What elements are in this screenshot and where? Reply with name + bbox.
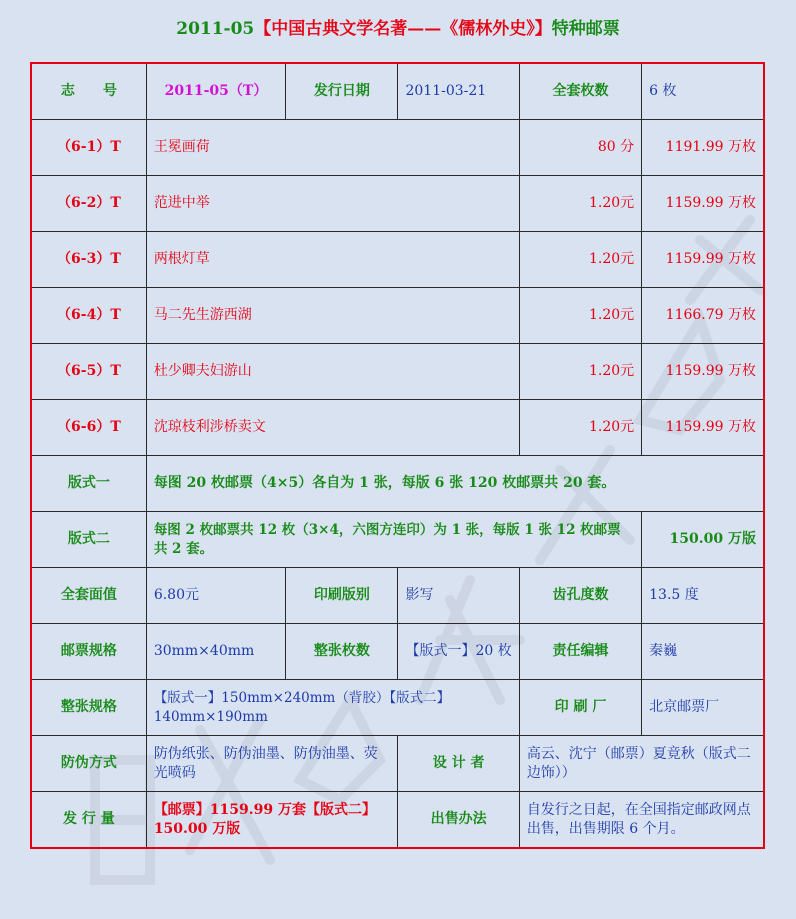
value-issue-no: 2011-05（T） bbox=[146, 63, 285, 120]
table-row-sheet-size bbox=[31, 680, 764, 736]
label-issue-no: 志 号 bbox=[31, 63, 146, 120]
value-format-2-quantity: 150.00 万版 bbox=[642, 512, 764, 568]
label-security: 防伪方式 bbox=[31, 736, 146, 792]
value-security: 防伪纸张、防伪油墨、防伪油墨、荧光喷码 bbox=[146, 736, 398, 792]
label-sheet-size: 整张规格 bbox=[31, 680, 146, 736]
stamp-face-value: 1.20元 bbox=[519, 288, 641, 344]
value-sheet-count: 【版式一】20 枚 bbox=[398, 624, 519, 680]
stamp-quantity: 1166.79 万枚 bbox=[642, 288, 764, 344]
stamp-face-value: 80 分 bbox=[519, 120, 641, 176]
stamp-quantity: 1159.99 万枚 bbox=[642, 176, 764, 232]
value-perforation: 13.5 度 bbox=[642, 568, 764, 624]
value-set-count: 6 枚 bbox=[642, 63, 764, 120]
label-printer: 印 刷 厂 bbox=[519, 680, 641, 736]
value-format-1: 每图 20 枚邮票（4×5）各自为 1 张，每版 6 张 120 枚邮票共 20 套。 bbox=[146, 456, 764, 512]
value-sale-method: 自发行之日起，在全国指定邮政网点出售，出售期限 6 个月。 bbox=[519, 792, 764, 849]
stamp-info-table bbox=[30, 62, 765, 849]
stamp-name: 沈琼枝利涉桥卖文 bbox=[146, 400, 519, 456]
label-stamp-size: 邮票规格 bbox=[31, 624, 146, 680]
stamp-code: （6-6）T bbox=[31, 400, 146, 456]
value-total-face: 6.80元 bbox=[146, 568, 285, 624]
value-sheet-size: 【版式一】150mm×240mm（背胶）【版式二】140mm×190mm bbox=[146, 680, 519, 736]
label-perforation: 齿孔度数 bbox=[519, 568, 641, 624]
label-set-count: 全套枚数 bbox=[519, 63, 641, 120]
stamp-code: （6-4）T bbox=[31, 288, 146, 344]
stamp-code: （6-5）T bbox=[31, 344, 146, 400]
table-row-face-value bbox=[31, 568, 764, 624]
table-row-issue bbox=[31, 792, 764, 849]
stamp-name: 范进中举 bbox=[146, 176, 519, 232]
stamp-face-value: 1.20元 bbox=[519, 232, 641, 288]
table-row-stamp-3 bbox=[31, 232, 764, 288]
label-issue-quantity: 发 行 量 bbox=[31, 792, 146, 849]
value-designer: 高云、沈宁（邮票）夏竟秋（版式二边饰）） bbox=[519, 736, 764, 792]
stamp-face-value: 1.20元 bbox=[519, 400, 641, 456]
title-suffix: 特种邮票 bbox=[551, 19, 620, 39]
stamp-quantity: 1159.99 万枚 bbox=[642, 400, 764, 456]
stamp-code: （6-3）T bbox=[31, 232, 146, 288]
value-printer: 北京邮票厂 bbox=[642, 680, 764, 736]
table-row-format-2 bbox=[31, 512, 764, 568]
stamp-code: （6-2）T bbox=[31, 176, 146, 232]
table-row-stamp-4 bbox=[31, 288, 764, 344]
title-issue-no: 2011-05 bbox=[176, 19, 255, 39]
table-row-stamp-1 bbox=[31, 120, 764, 176]
label-sale-method: 出售办法 bbox=[398, 792, 519, 849]
table-row-header bbox=[31, 63, 764, 120]
label-sheet-count: 整张枚数 bbox=[286, 624, 398, 680]
stamp-name: 马二先生游西湖 bbox=[146, 288, 519, 344]
value-stamp-size: 30mm×40mm bbox=[146, 624, 285, 680]
stamp-name: 王冕画荷 bbox=[146, 120, 519, 176]
page-title bbox=[0, 16, 796, 42]
stamp-quantity: 1159.99 万枚 bbox=[642, 344, 764, 400]
table-row-stamp-2 bbox=[31, 176, 764, 232]
value-issue-quantity: 【邮票】1159.99 万套【版式二】150.00 万版 bbox=[146, 792, 398, 849]
stamp-face-value: 1.20元 bbox=[519, 344, 641, 400]
table-row-format-1 bbox=[31, 456, 764, 512]
table-row-stamp-6 bbox=[31, 400, 764, 456]
stamp-face-value: 1.20元 bbox=[519, 176, 641, 232]
value-print-type: 影写 bbox=[398, 568, 519, 624]
stamp-quantity: 1191.99 万枚 bbox=[642, 120, 764, 176]
value-format-2: 每图 2 枚邮票共 12 枚（3×4，六图方连印）为 1 张，每版 1 张 12 枚邮票共 2 套。 bbox=[146, 512, 641, 568]
label-format-1: 版式一 bbox=[31, 456, 146, 512]
label-designer: 设 计 者 bbox=[398, 736, 519, 792]
stamp-code: （6-1）T bbox=[31, 120, 146, 176]
label-print-type: 印刷版别 bbox=[286, 568, 398, 624]
stamp-quantity: 1159.99 万枚 bbox=[642, 232, 764, 288]
label-editor: 责任编辑 bbox=[519, 624, 641, 680]
label-total-face: 全套面值 bbox=[31, 568, 146, 624]
value-editor: 秦巍 bbox=[642, 624, 764, 680]
stamp-name: 杜少卿夫妇游山 bbox=[146, 344, 519, 400]
value-issue-date: 2011-03-21 bbox=[398, 63, 519, 120]
label-format-2: 版式二 bbox=[31, 512, 146, 568]
stamp-name: 两根灯草 bbox=[146, 232, 519, 288]
title-stamp-name: 【中国古典文学名著——《儒林外史》】 bbox=[254, 19, 552, 39]
table-row-security bbox=[31, 736, 764, 792]
table-row-stamp-5 bbox=[31, 344, 764, 400]
label-issue-date: 发行日期 bbox=[286, 63, 398, 120]
table-row-size bbox=[31, 624, 764, 680]
